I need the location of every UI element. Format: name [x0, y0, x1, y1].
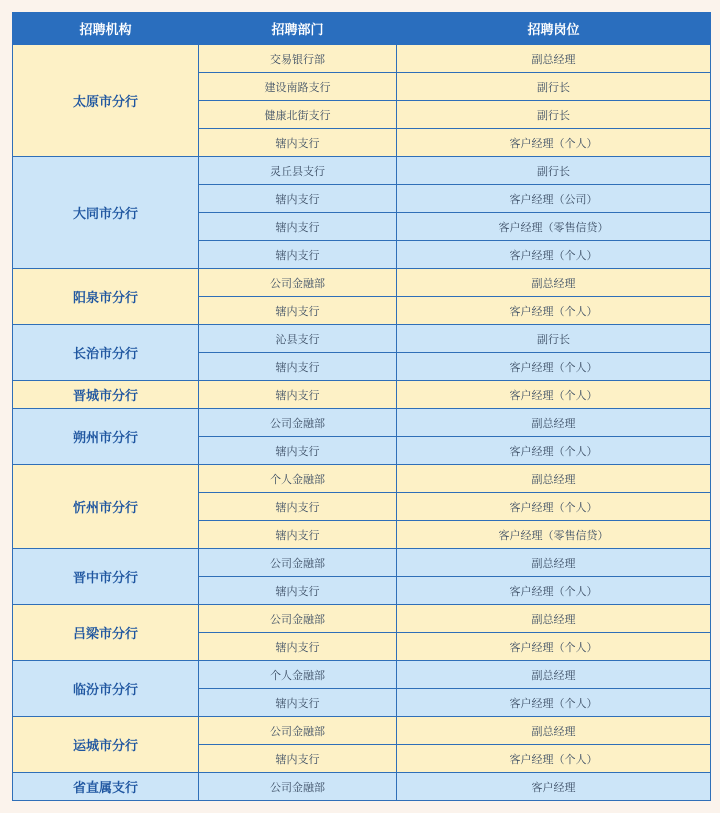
institution-cell: 大同市分行	[13, 157, 199, 269]
department-cell: 辖内支行	[199, 185, 397, 213]
position-cell: 客户经理（零售信贷）	[397, 521, 711, 549]
department-cell: 公司金融部	[199, 269, 397, 297]
department-cell: 辖内支行	[199, 577, 397, 605]
table-row	[13, 157, 711, 185]
institution-cell: 阳泉市分行	[13, 269, 199, 325]
department-cell: 公司金融部	[199, 773, 397, 801]
institution-cell: 太原市分行	[13, 45, 199, 157]
recruitment-table-container	[12, 12, 710, 801]
department-cell: 建设南路支行	[199, 73, 397, 101]
institution-cell: 省直属支行	[13, 773, 199, 801]
department-cell: 辖内支行	[199, 129, 397, 157]
position-cell: 客户经理（个人）	[397, 745, 711, 773]
institution-cell: 晋中市分行	[13, 549, 199, 605]
department-cell: 辖内支行	[199, 689, 397, 717]
position-cell: 客户经理	[397, 773, 711, 801]
position-cell: 副总经理	[397, 269, 711, 297]
position-cell: 副行长	[397, 101, 711, 129]
position-cell: 客户经理（公司）	[397, 185, 711, 213]
institution-cell: 朔州市分行	[13, 409, 199, 465]
department-cell: 交易银行部	[199, 45, 397, 73]
position-cell: 副总经理	[397, 605, 711, 633]
position-cell: 副行长	[397, 73, 711, 101]
department-cell: 辖内支行	[199, 521, 397, 549]
table-row	[13, 549, 711, 577]
position-cell: 客户经理（个人）	[397, 633, 711, 661]
position-cell: 客户经理（个人）	[397, 437, 711, 465]
position-cell: 副总经理	[397, 661, 711, 689]
header-position: 招聘岗位	[397, 13, 711, 45]
department-cell: 辖内支行	[199, 241, 397, 269]
table-row	[13, 269, 711, 297]
table-row	[13, 409, 711, 437]
table-row	[13, 773, 711, 801]
table-row	[13, 661, 711, 689]
table-row	[13, 717, 711, 745]
institution-cell: 运城市分行	[13, 717, 199, 773]
position-cell: 副总经理	[397, 465, 711, 493]
table-row	[13, 381, 711, 409]
department-cell: 辖内支行	[199, 493, 397, 521]
institution-cell: 临汾市分行	[13, 661, 199, 717]
position-cell: 副行长	[397, 157, 711, 185]
position-cell: 客户经理（个人）	[397, 241, 711, 269]
position-cell: 副总经理	[397, 717, 711, 745]
department-cell: 辖内支行	[199, 213, 397, 241]
department-cell: 公司金融部	[199, 409, 397, 437]
department-cell: 公司金融部	[199, 605, 397, 633]
department-cell: 辖内支行	[199, 297, 397, 325]
table-row	[13, 325, 711, 353]
position-cell: 客户经理（个人）	[397, 493, 711, 521]
recruitment-table	[12, 12, 711, 801]
department-cell: 辖内支行	[199, 745, 397, 773]
table-header-row	[13, 13, 711, 45]
department-cell: 个人金融部	[199, 661, 397, 689]
institution-cell: 长治市分行	[13, 325, 199, 381]
department-cell: 沁县支行	[199, 325, 397, 353]
institution-cell: 吕梁市分行	[13, 605, 199, 661]
table-body	[13, 45, 711, 801]
department-cell: 辖内支行	[199, 633, 397, 661]
department-cell: 辖内支行	[199, 381, 397, 409]
position-cell: 客户经理（个人）	[397, 129, 711, 157]
institution-cell: 晋城市分行	[13, 381, 199, 409]
department-cell: 公司金融部	[199, 717, 397, 745]
institution-cell: 忻州市分行	[13, 465, 199, 549]
position-cell: 客户经理（个人）	[397, 381, 711, 409]
department-cell: 健康北街支行	[199, 101, 397, 129]
position-cell: 副总经理	[397, 549, 711, 577]
position-cell: 副总经理	[397, 409, 711, 437]
position-cell: 客户经理（个人）	[397, 577, 711, 605]
position-cell: 副总经理	[397, 45, 711, 73]
position-cell: 客户经理（个人）	[397, 353, 711, 381]
table-row	[13, 465, 711, 493]
position-cell: 客户经理（个人）	[397, 689, 711, 717]
header-institution: 招聘机构	[13, 13, 199, 45]
department-cell: 灵丘县支行	[199, 157, 397, 185]
position-cell: 客户经理（零售信贷）	[397, 213, 711, 241]
table-row	[13, 45, 711, 73]
table-row	[13, 605, 711, 633]
department-cell: 辖内支行	[199, 437, 397, 465]
position-cell: 副行长	[397, 325, 711, 353]
department-cell: 公司金融部	[199, 549, 397, 577]
department-cell: 个人金融部	[199, 465, 397, 493]
header-department: 招聘部门	[199, 13, 397, 45]
position-cell: 客户经理（个人）	[397, 297, 711, 325]
department-cell: 辖内支行	[199, 353, 397, 381]
